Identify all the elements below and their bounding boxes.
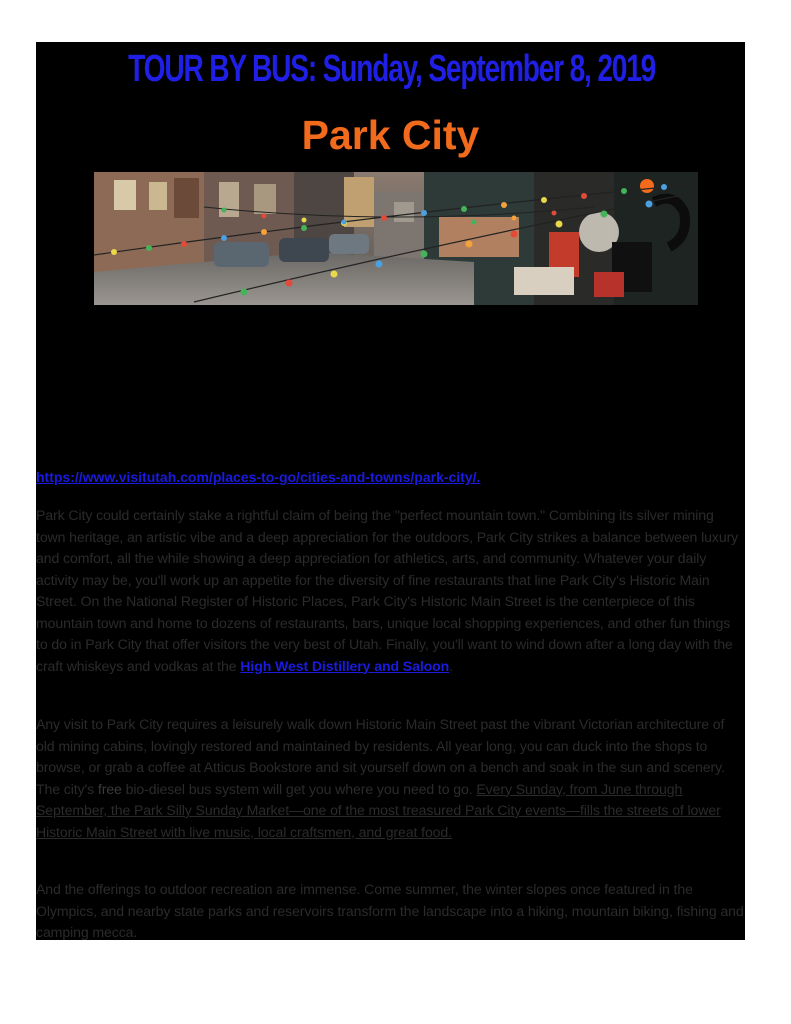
document-panel	[36, 42, 745, 940]
source-link[interactable]: https://www.visitutah.com/places-to-go/cities-and-towns/park-city/.	[36, 469, 481, 485]
high-west-distillery-link[interactable]: High West Distillery and Saloon	[240, 657, 450, 674]
page-title: TOUR BY BUS: Sunday, September 8, 2019	[128, 48, 656, 90]
paragraph-1-text: Park City could certainly stake a rightful claim of being the "perfect mountain town." Combining its silver mining town heritage, an artistic vibe and a deep appreciation for the outdoors, Park City strikes a balance between luxury and comfort, all the while showing a deep appreciation for athletics, arts, and community. Whatever your daily activity may be, you'll work up an appetite for the diversity of fine restaurants that line Park City's Historic Main Street. On the National Register of Historic Places, Park City's Historic Main Street is the centerpiece of this mountain town and home to dozens of restaurants, bars, unique local shopping experiences, and other fun things to do in Park City that offer visitors the very best of Utah. Finally, you'll want to wind down after a long day with the craft whiskeys and vodkas at the	[36, 507, 739, 674]
paragraph-3: And the offerings to outdoor recreation are immense. Come summer, the winter slopes once featured in the Olympics, and nearby state parks and reservoirs transform the landscape into a hiking, mountain biking, fishing and camping mecca.	[36, 881, 744, 940]
main-street-string-lights-photo	[94, 172, 698, 305]
free-word: free	[97, 780, 122, 797]
paragraph-2-text: Any visit to Park City requires a leisurely walk down Historic Main Street past the vibrant Victorian architecture of old mining cabins, lovingly restored and maintained by residents. All year long, you can duck into the shops to browse, or grab a coffee at Atticus Bookstore and sit yourself down on a bench and soak in the sun and scenery. The city's	[36, 716, 725, 797]
paragraph-1	[36, 505, 745, 677]
paragraph-2-middle: bio-diesel bus system will get you where you need to go.	[121, 780, 477, 797]
paragraph-2	[36, 714, 745, 843]
paragraph-1-end: .	[449, 657, 453, 674]
park-silly-market-text[interactable]: Every Sunday, from June through September, the Park Silly Sunday Market—one of the most treasured Park City events—fills the streets of lower Historic Main Street with live music, local craftsmen, and great food.	[36, 780, 721, 840]
page-subtitle: Park City	[301, 112, 480, 158]
